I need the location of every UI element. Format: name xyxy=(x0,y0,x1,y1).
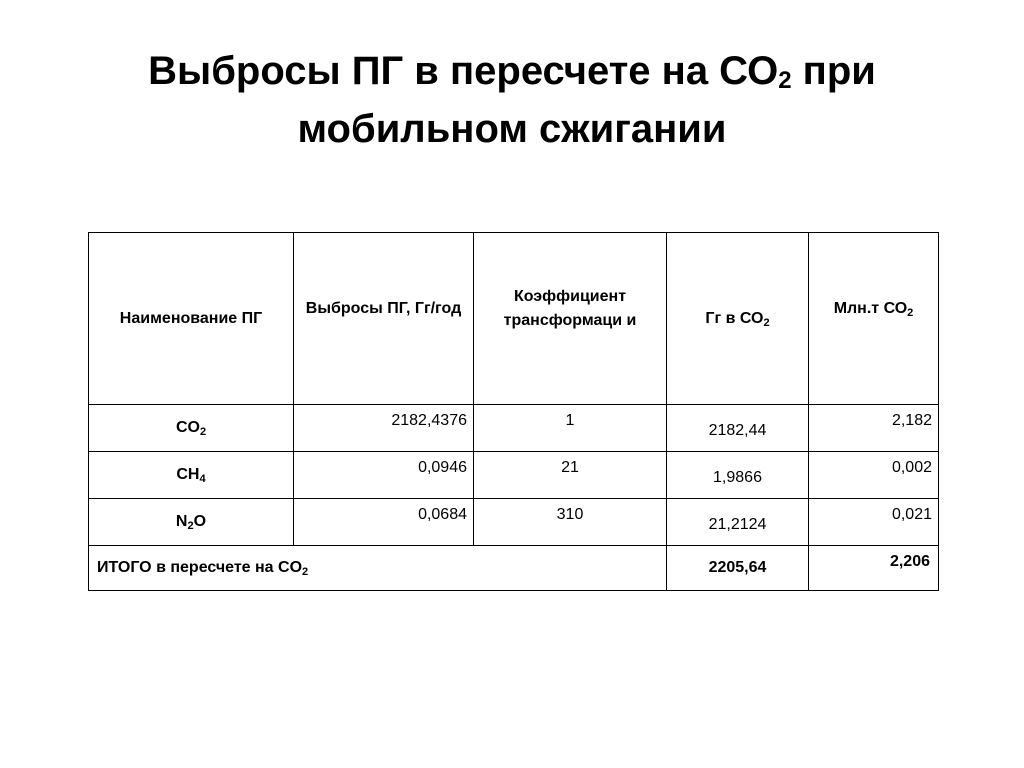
title-text-tail: при xyxy=(791,49,876,93)
header-coefficient xyxy=(474,233,667,405)
gas-subscript: 2 xyxy=(187,520,194,532)
gas-name-cell xyxy=(89,405,294,452)
header-gg-co2 xyxy=(667,233,809,405)
gas-subscript: 2 xyxy=(199,426,207,438)
table-row xyxy=(89,405,939,452)
total-gg-co2-cell: 2205,64 xyxy=(667,546,809,591)
gas-name-tail: O xyxy=(193,513,207,530)
title-text: Выбросы ПГ в пересчете на СО xyxy=(148,49,779,93)
gas-name-cell xyxy=(89,452,294,499)
header-gg-subscript: 2 xyxy=(763,316,770,329)
gg-co2-cell: 21,2124 xyxy=(667,499,809,546)
gas-name-cell xyxy=(89,499,294,546)
emissions-cell: 2182,4376 xyxy=(294,405,474,452)
title-subscript: 2 xyxy=(778,67,792,94)
slide-title xyxy=(40,42,984,158)
header-emissions xyxy=(294,233,474,405)
header-mln-subscript: 2 xyxy=(907,306,914,319)
header-gas-name-text: Наименование ПГ xyxy=(119,309,263,327)
table-row xyxy=(89,499,939,546)
total-label-cell xyxy=(89,546,667,591)
emissions-cell: 0,0684 xyxy=(294,499,474,546)
emissions-cell: 0,0946 xyxy=(294,452,474,499)
table-total-row xyxy=(89,546,939,591)
coefficient-cell: 1 xyxy=(474,405,667,452)
gas-name: N xyxy=(175,513,188,530)
header-mln-co2 xyxy=(809,233,939,405)
table-row xyxy=(89,452,939,499)
gas-name: CO xyxy=(175,419,200,436)
header-gas-name xyxy=(89,233,294,405)
header-coefficient-text: Коэффициент трансформаци и xyxy=(503,287,637,329)
header-gg-text: Гг в СО xyxy=(705,309,764,327)
emissions-table xyxy=(88,232,939,591)
coefficient-cell: 21 xyxy=(474,452,667,499)
title-line-2: мобильном сжигании xyxy=(297,107,727,151)
gas-name: CH xyxy=(176,466,200,483)
gg-co2-cell: 2182,44 xyxy=(667,405,809,452)
header-mln-text: Млн.т СО xyxy=(833,299,908,317)
mln-co2-cell: 0,002 xyxy=(809,452,939,499)
total-label-subscript: 2 xyxy=(302,566,309,578)
total-mln-co2-cell: 2,206 xyxy=(809,546,939,591)
gas-subscript: 4 xyxy=(199,473,206,485)
mln-co2-cell: 0,021 xyxy=(809,499,939,546)
gg-co2-cell: 1,9866 xyxy=(667,452,809,499)
coefficient-cell: 310 xyxy=(474,499,667,546)
title-line-1 xyxy=(40,42,984,100)
total-label: ИТОГО в пересчете на CO xyxy=(97,559,303,576)
header-emissions-text: Выбросы ПГ, Гг/год xyxy=(305,299,462,317)
mln-co2-cell: 2,182 xyxy=(809,405,939,452)
table-header-row xyxy=(89,233,939,405)
